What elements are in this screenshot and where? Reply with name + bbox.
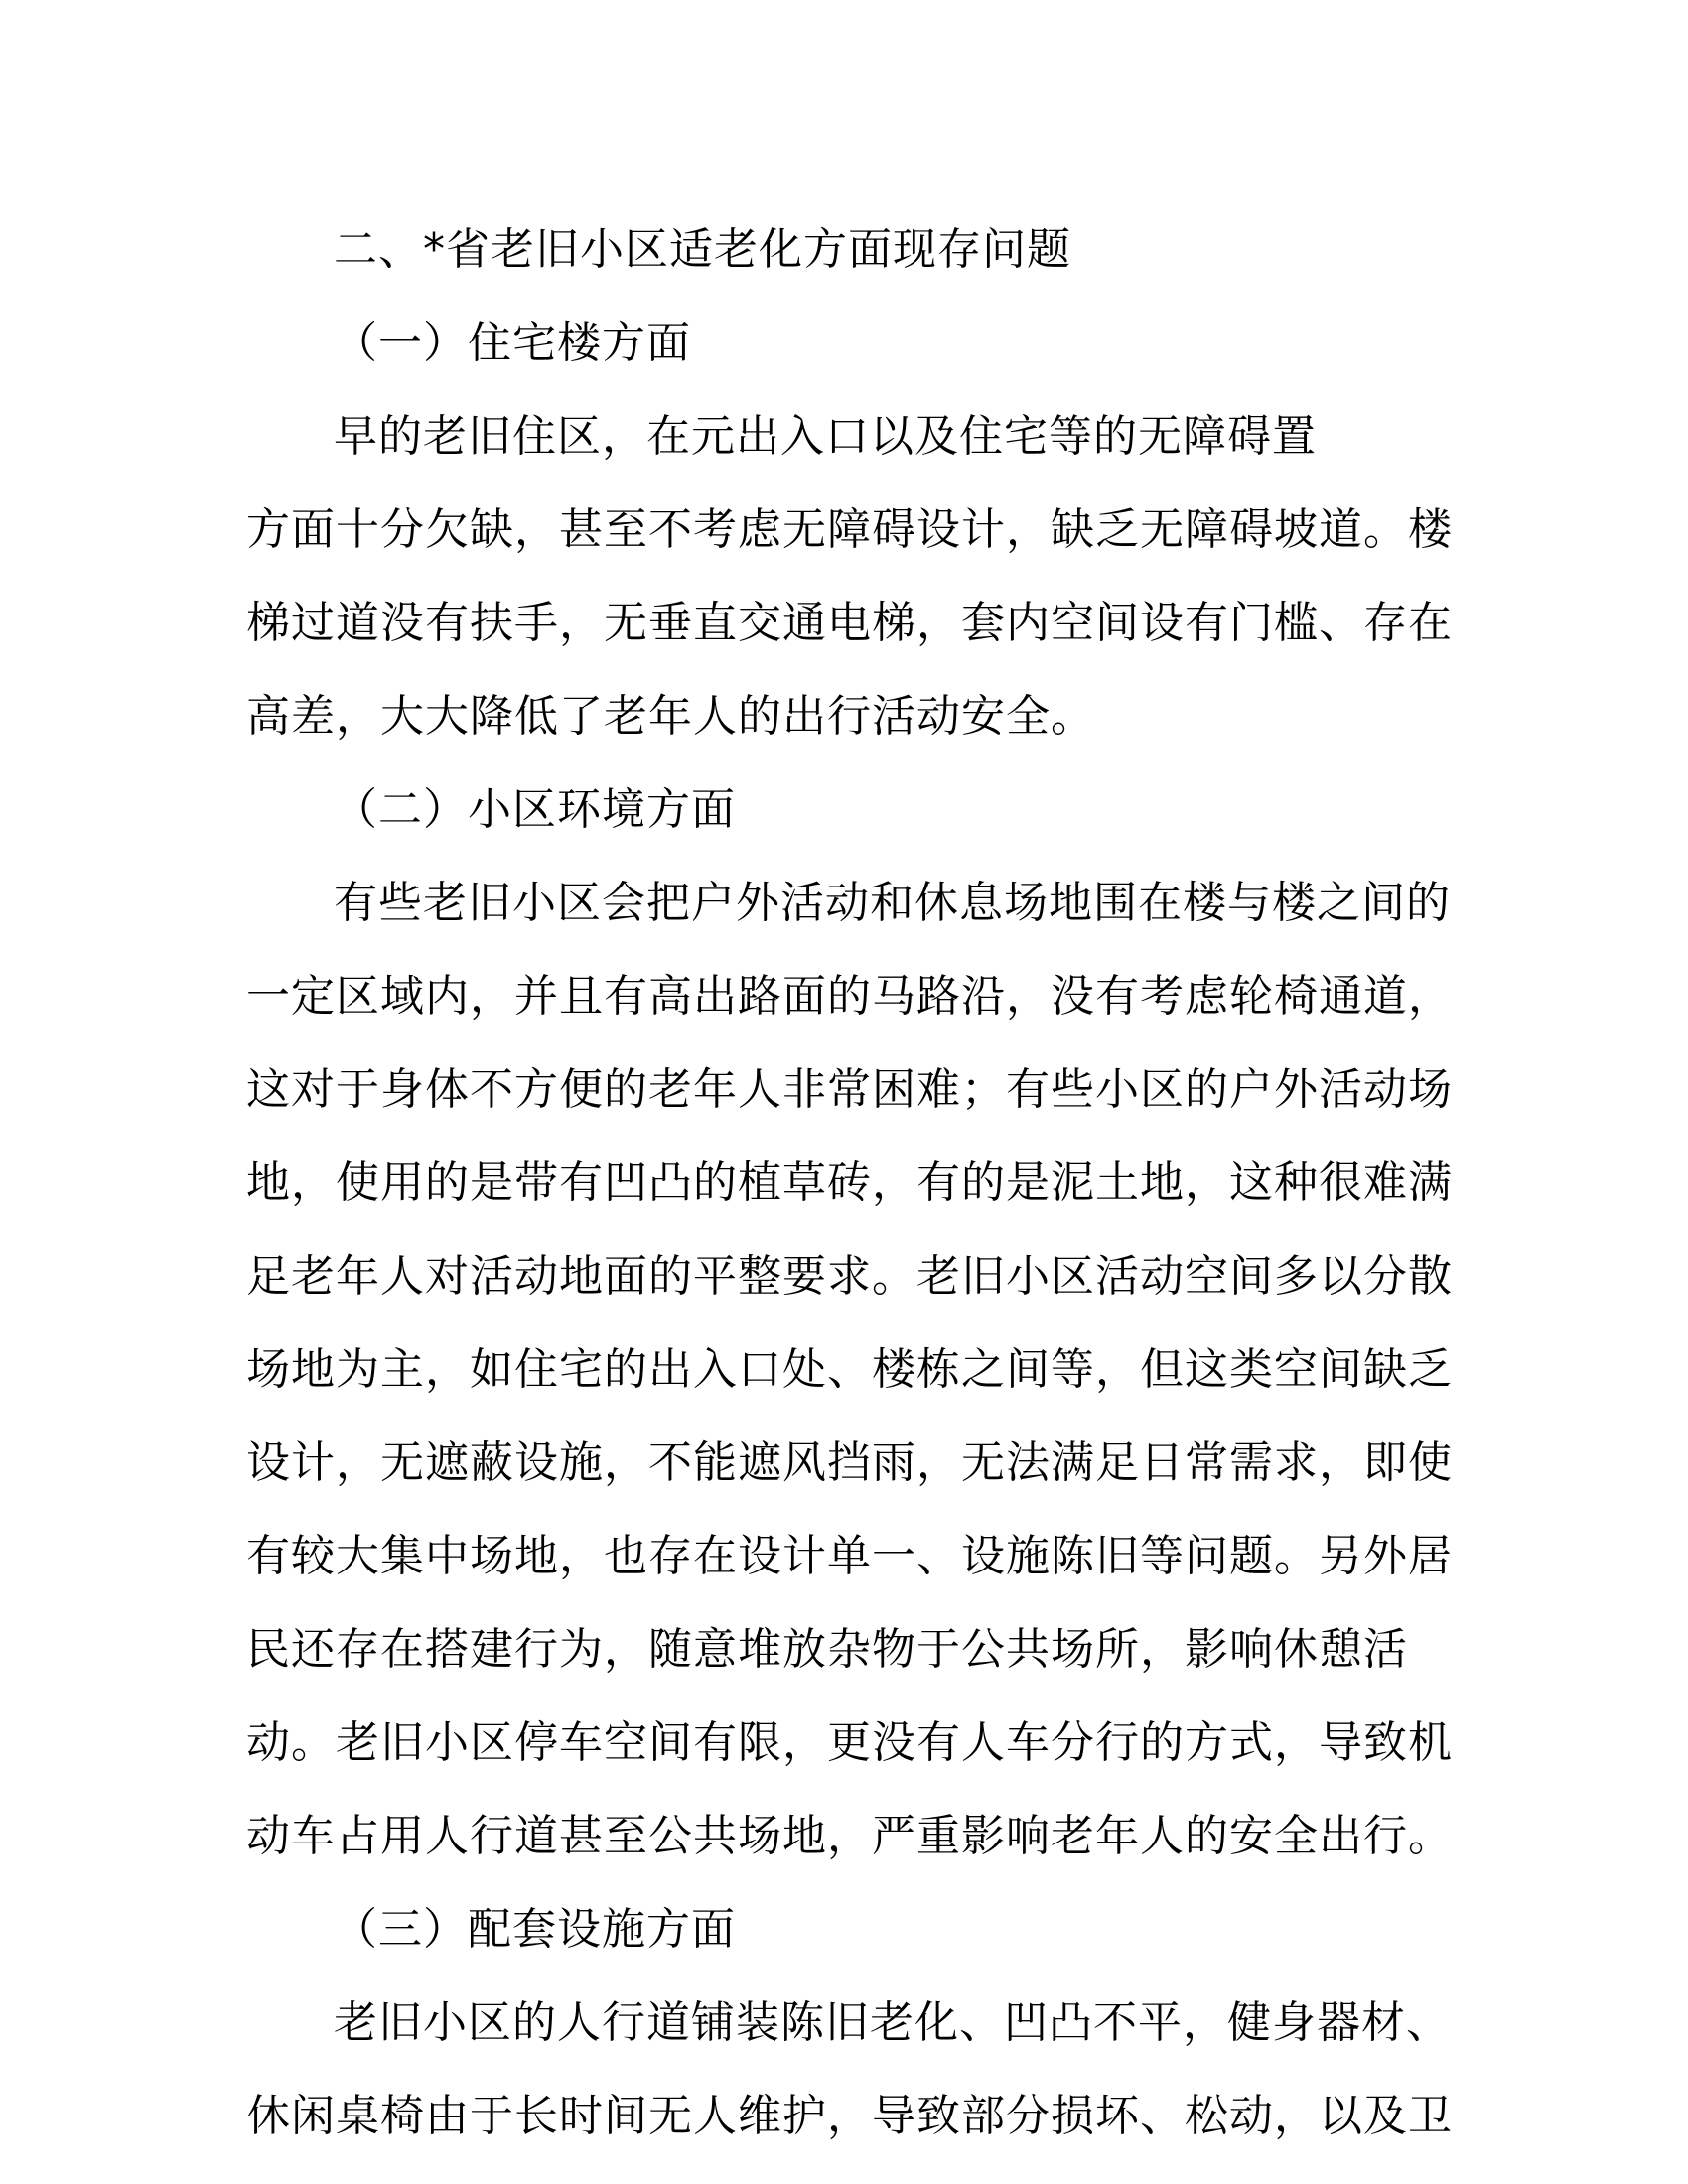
paragraph-line: 高差，大大降低了老年人的出行活动安全。: [246, 691, 1095, 742]
subheading-community-environment: （二）小区环境方面: [334, 784, 736, 835]
paragraph-line: 这对于身体不方便的老年人非常困难；有些小区的户外活动场: [246, 1064, 1453, 1115]
paragraph-line: 一定区域内，并且有高出路面的马路沿，没有考虑轮椅通道，: [246, 971, 1453, 1022]
paragraph-line: 动车占用人行道甚至公共场地，严重影响老年人的安全出行。: [246, 1811, 1453, 1861]
subheading-residential-buildings: （一）住宅楼方面: [334, 318, 691, 368]
paragraph-line: 有些老旧小区会把户外活动和休息场地围在楼与楼之间的: [334, 878, 1451, 928]
paragraph-residential-buildings: [246, 390, 1453, 763]
subheading-supporting-facilities: （三）配套设施方面: [334, 1904, 736, 1955]
document-body: [246, 204, 1453, 2163]
paragraph-line: 地，使用的是带有凹凸的植草砖，有的是泥土地，这种很难满: [246, 1158, 1453, 1208]
paragraph-line: 设计，无遮蔽设施，不能遮风挡雨，无法满足日常需求，即使: [246, 1437, 1453, 1488]
paragraph-line: 动。老旧小区停车空间有限，更没有人车分行的方式，导致机: [246, 1717, 1453, 1768]
paragraph-line: 休闲桌椅由于长时间无人维护，导致部分损坏、松动，以及卫: [246, 2091, 1453, 2141]
paragraph-line: 有较大集中场地，也存在设计单一、设施陈旧等问题。另外居: [246, 1531, 1453, 1581]
section-title: 二、*省老旧小区适老化方面现存问题: [334, 224, 1071, 275]
paragraph-line: 足老年人对活动地面的平整要求。老旧小区活动空间多以分散: [246, 1251, 1453, 1301]
paragraph-line: 方面十分欠缺，甚至不考虑无障碍设计，缺乏无障碍坡道。楼: [246, 504, 1453, 555]
paragraph-supporting-facilities: [246, 1977, 1453, 2163]
paragraph-line: 场地为主，如住宅的出入口处、楼栋之间等，但这类空间缺乏: [246, 1344, 1453, 1395]
paragraph-community-environment: [246, 857, 1453, 1883]
paragraph-line: 民还存在搭建行为，随意堆放杂物于公共场所，影响休憩活: [246, 1624, 1408, 1675]
paragraph-line: 老旧小区的人行道铺装陈旧老化、凹凸不平，健身器材、: [334, 1997, 1451, 2048]
paragraph-line: 早的老旧住区，在元出入口以及住宅等的无障碍置: [334, 411, 1317, 462]
paragraph-line: 梯过道没有扶手，无垂直交通电梯，套内空间设有门槛、存在: [246, 598, 1453, 648]
